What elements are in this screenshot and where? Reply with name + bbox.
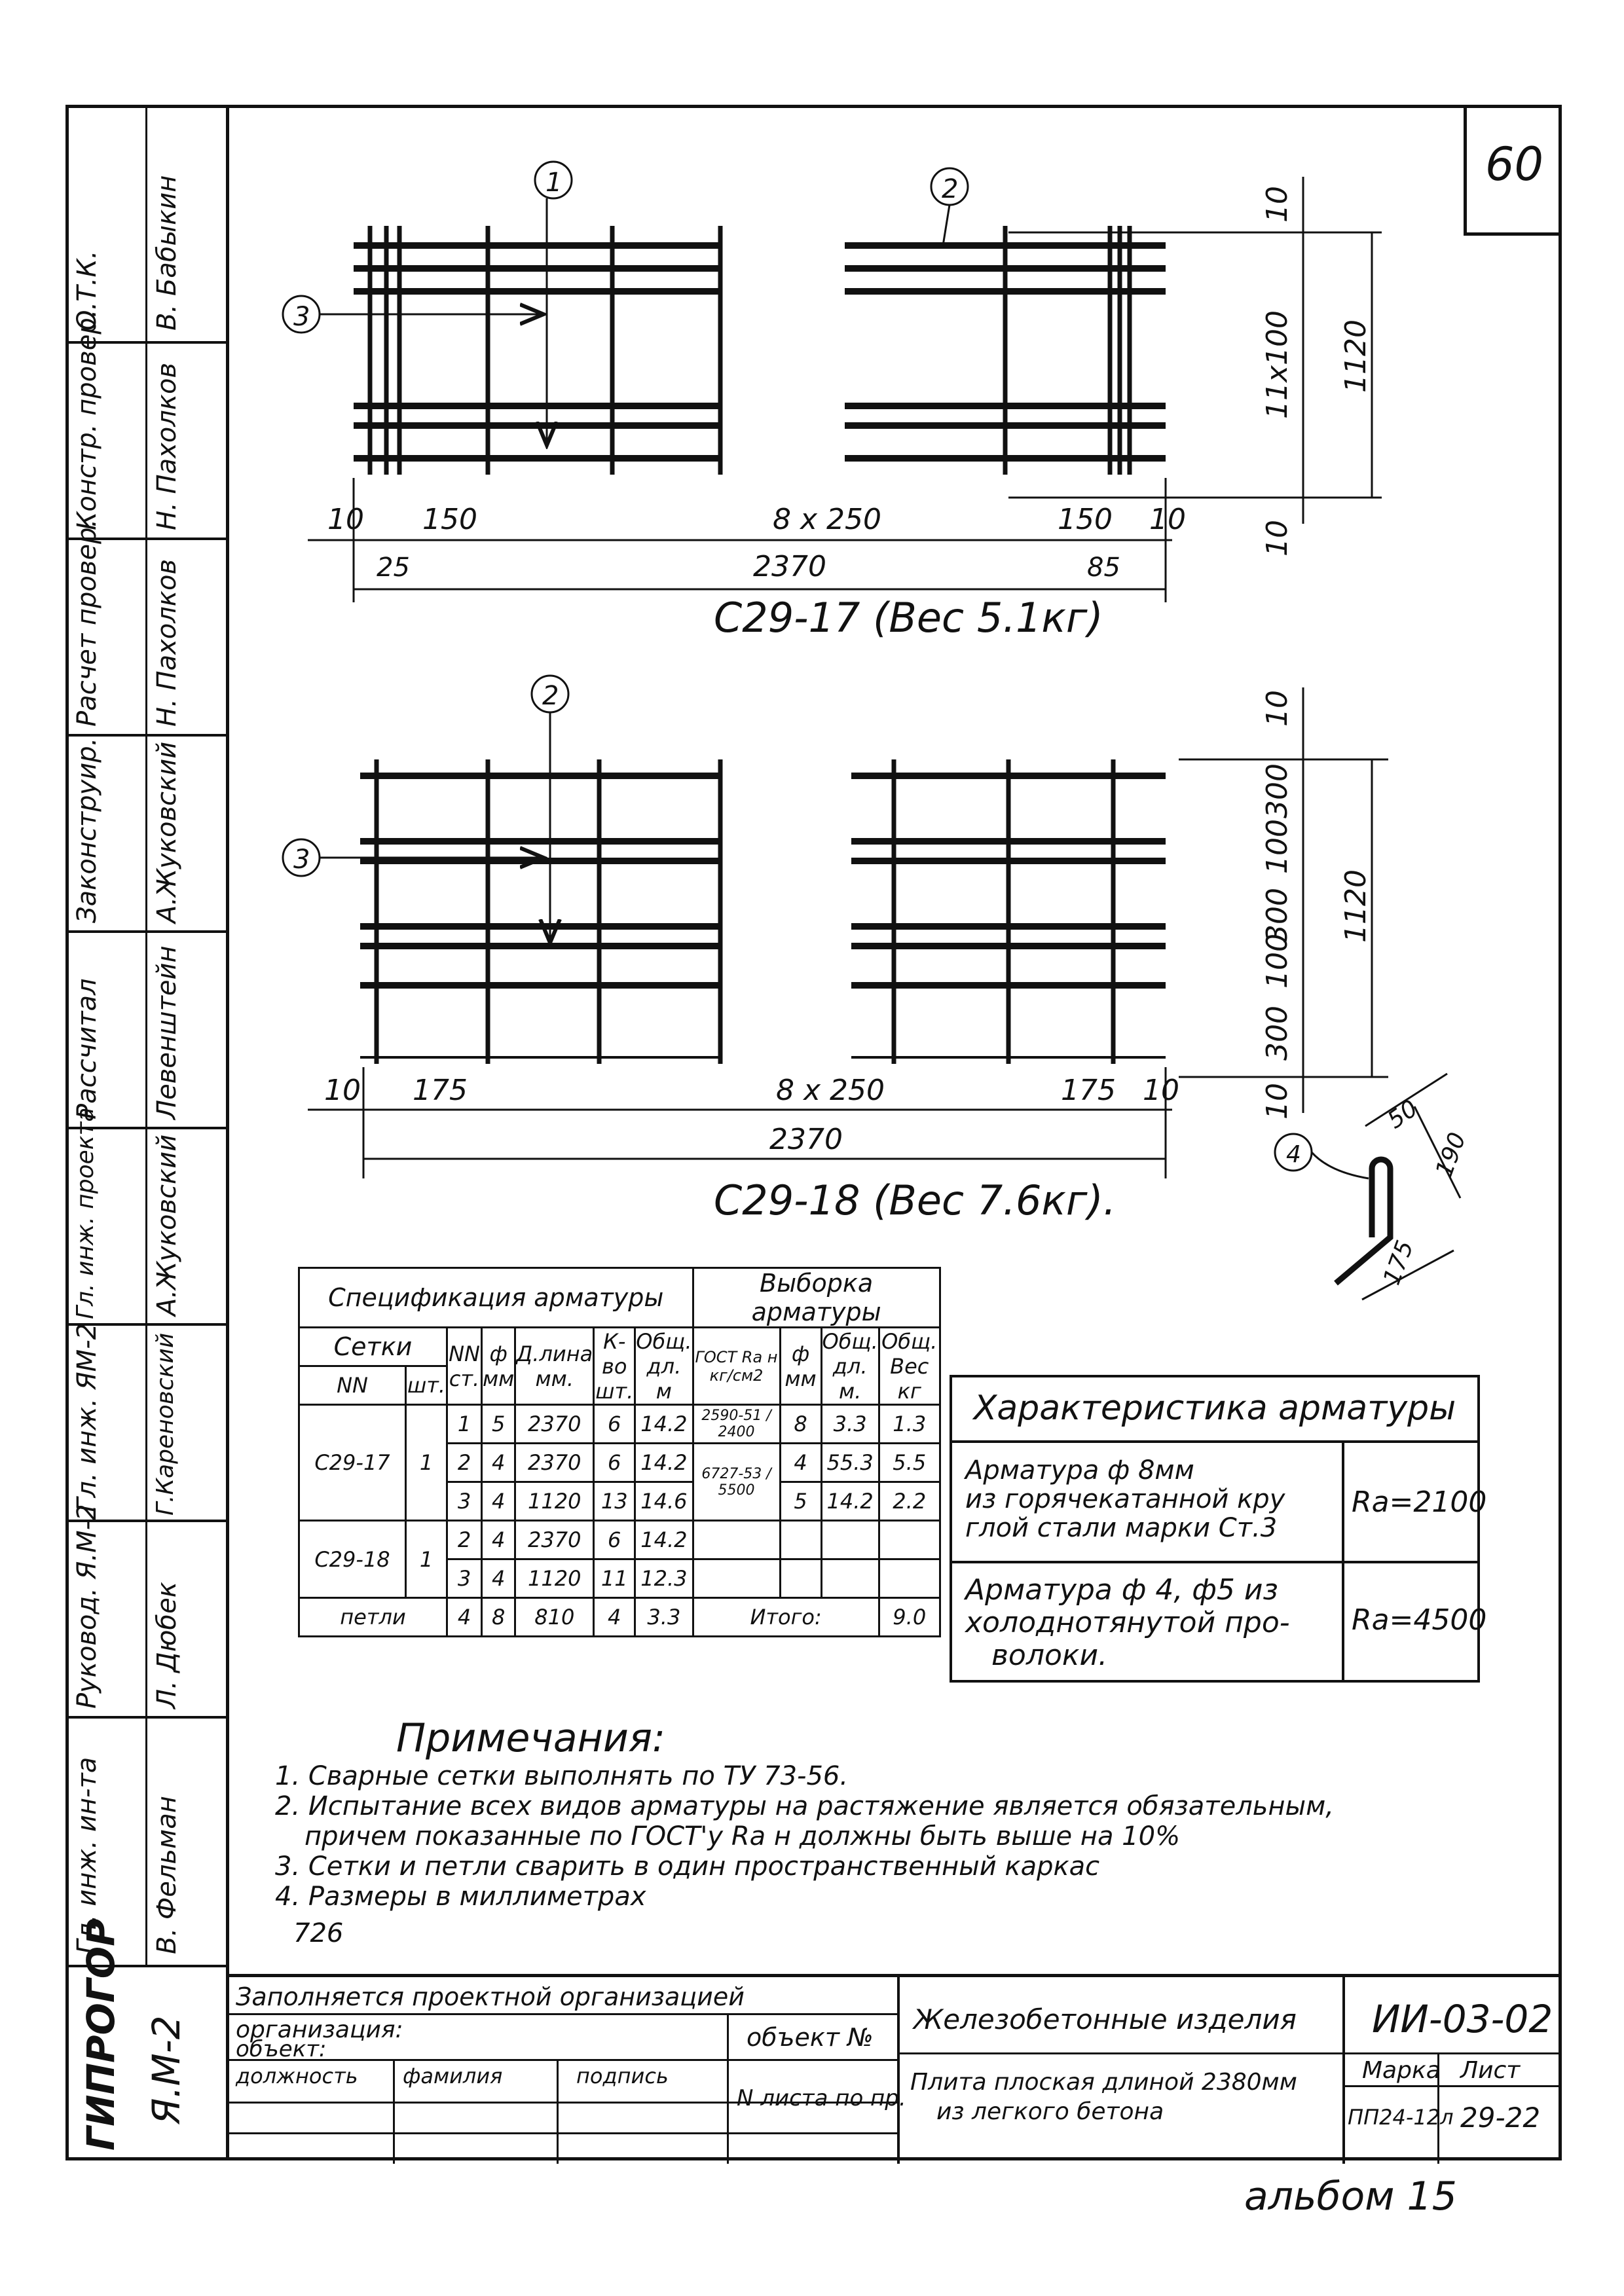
dim-label: 10	[1261, 690, 1294, 727]
callout-text: 2	[942, 174, 959, 204]
dim-label: 10	[1261, 186, 1294, 223]
cell: 5.5	[879, 1444, 940, 1482]
table-row	[299, 1598, 940, 1637]
sheet-no-label: N листа по пр.	[737, 2085, 906, 2111]
description-line: из легкого бетона	[936, 2098, 1164, 2125]
sidebar-name: А.Жуковский	[152, 741, 182, 923]
cell: 6727-53 / 5500	[693, 1444, 780, 1521]
cell: 8	[780, 1405, 821, 1444]
col-header: NN	[299, 1366, 406, 1405]
col-header: ф мм	[482, 1328, 515, 1405]
position-label: должность	[236, 2064, 358, 2088]
mesh-c29-18-callouts	[283, 676, 568, 943]
notes	[275, 1715, 1334, 1912]
dim-label: 1120	[1339, 869, 1373, 943]
text-line: из горячекатанной кру	[965, 1484, 1285, 1514]
text-line: волоки.	[991, 1639, 1108, 1672]
col-header: Общ. Вес кг	[879, 1328, 940, 1405]
cell: 3	[447, 1559, 482, 1598]
sidebar-role: Гл. инж. ЯМ-2	[72, 1322, 102, 1512]
cell: 14.6	[635, 1482, 693, 1521]
note-item: 4. Размеры в миллиметрах	[275, 1882, 646, 1912]
org-dept: Я.М-2	[144, 2015, 189, 2124]
dim-label: 8 x 250	[773, 503, 881, 536]
dim-label: 10	[1261, 520, 1294, 556]
cell: 4	[482, 1482, 515, 1521]
cell: 2	[447, 1521, 482, 1559]
cell: 6	[594, 1444, 635, 1482]
cell: 2590-51 / 2400	[693, 1405, 780, 1444]
text-line: глой стали марки Ст.3	[965, 1513, 1278, 1543]
cell: 8	[482, 1598, 515, 1637]
cell: 2370	[515, 1444, 594, 1482]
cell: 6	[594, 1405, 635, 1444]
note-item: причем показанные по ГОСТ'у Rа н должны быть выше на 10%	[304, 1821, 1181, 1851]
album-label: альбом 15	[1244, 2174, 1457, 2219]
signature-label: подпись	[576, 2064, 669, 2088]
col-header: шт.	[406, 1366, 447, 1405]
text-line: холоднотянутой про-	[965, 1606, 1290, 1639]
cell: 3.3	[635, 1598, 693, 1637]
dim-label: 10	[1261, 1083, 1294, 1120]
mark-label: Марка	[1362, 2057, 1441, 2084]
cell: 2370	[515, 1521, 594, 1559]
callout-text: 3	[293, 845, 310, 875]
sheet-number: 60	[1485, 137, 1544, 191]
dim-label: 11x100	[1261, 310, 1294, 419]
dim-label: 2370	[753, 550, 826, 583]
fill-note: Заполняется проектной организацией	[236, 1982, 745, 2011]
sidebar-role: Законструир.	[72, 737, 102, 923]
sidebar-role: О.Т.К.	[72, 250, 102, 331]
dim-label: 175	[1378, 1237, 1419, 1289]
title-block	[229, 1974, 1562, 2160]
row1-value: Rа=2100	[1352, 1485, 1487, 1519]
mesh1-caption: С29-17 (Вес 5.1кг)	[714, 594, 1103, 642]
cell: 4	[447, 1598, 482, 1637]
sidebar-name: Н. Пахолков	[152, 558, 182, 727]
cell	[879, 1559, 940, 1598]
cell: 4	[482, 1521, 515, 1559]
dim-label: 300	[1261, 763, 1294, 818]
cell	[693, 1559, 780, 1598]
cell: 14.2	[821, 1482, 879, 1521]
cell: 14.2	[635, 1521, 693, 1559]
cell: 3.3	[821, 1405, 879, 1444]
cell: 13	[594, 1482, 635, 1521]
col-header: Общ. дл. м	[636, 1328, 692, 1404]
surname-label: фамилия	[403, 2064, 503, 2088]
cell: 5	[482, 1405, 515, 1444]
spec-title: Спецификация арматуры	[299, 1268, 693, 1328]
dim-label: 175	[413, 1074, 468, 1107]
dim-label: 10	[324, 1074, 361, 1107]
cell: 55.3	[821, 1444, 879, 1482]
cell: 6	[594, 1521, 635, 1559]
characteristics-title: Характеристика арматуры	[952, 1377, 1477, 1443]
dim-label: 300	[1261, 888, 1294, 943]
callout-text: 1	[545, 168, 563, 198]
dim-label: 10	[1149, 503, 1186, 536]
table-row	[299, 1405, 940, 1444]
product-type: Железобетонные изделия	[913, 2003, 1297, 2035]
dim-label: 8 x 250	[776, 1074, 885, 1107]
dim-label: 100	[1261, 934, 1294, 989]
rebar-characteristics	[950, 1375, 1487, 1683]
dim-label: 100	[1261, 819, 1294, 874]
callout-text: 2	[542, 681, 559, 711]
cell: 3	[447, 1482, 482, 1521]
col-header: Д.лина мм.	[515, 1328, 594, 1405]
dim-label: 190	[1430, 1129, 1471, 1181]
mesh-qty: 1	[406, 1405, 447, 1521]
sidebar-role: Рассчитал	[72, 978, 102, 1120]
cell	[879, 1521, 940, 1559]
mesh-c29-18	[360, 759, 1166, 1064]
cell: 1	[447, 1405, 482, 1444]
selection-title: Выборка арматуры	[693, 1268, 940, 1328]
cell: 14.2	[635, 1405, 693, 1444]
dim-label: 1120	[1339, 319, 1373, 393]
cell: 4	[482, 1559, 515, 1598]
cell: 4	[594, 1598, 635, 1637]
spec-table	[298, 1267, 941, 1637]
col-header: Общ. дл. м.	[822, 1328, 878, 1404]
cell: 11	[594, 1559, 635, 1598]
notes-title: Примечания:	[396, 1715, 666, 1761]
col-header: NN ст.	[447, 1328, 482, 1405]
characteristics-row2	[965, 1574, 1290, 1672]
col-header: Сетки	[299, 1328, 447, 1366]
col-header: ГОСТ Rа н кг/см2	[693, 1328, 780, 1405]
cell: 12.3	[635, 1559, 693, 1598]
total-label: Итого:	[693, 1598, 879, 1637]
cell: 2370	[515, 1405, 594, 1444]
org-name: ГИПРОГОР	[79, 1918, 123, 2151]
note-item: 3. Сетки и петли сварить в один пространственный каркас	[275, 1851, 1100, 1882]
loops-label: петли	[299, 1598, 447, 1637]
mesh2-caption: С29-18 (Вес 7.6кг).	[714, 1176, 1116, 1224]
dim-label: 150	[1058, 503, 1113, 536]
callout-text: 3	[293, 302, 310, 332]
text-line: Арматура ф 8мм	[965, 1455, 1194, 1485]
cell: 1120	[515, 1482, 594, 1521]
mesh-name: С29-18	[299, 1521, 406, 1598]
note-item: 1. Сварные сетки выполнять по ТУ 73-56.	[275, 1761, 849, 1791]
sheet-label: Лист	[1460, 2057, 1521, 2084]
note-item: 2. Испытание всех видов арматуры на растяжение является обязательным,	[275, 1791, 1334, 1821]
sidebar-name: В. Бабыкин	[152, 175, 182, 331]
sidebar-role: Расчет провер.	[72, 519, 102, 727]
col-header: ф мм	[780, 1328, 821, 1405]
object-no-label: объект №	[747, 2023, 874, 2052]
dim-label: 300	[1261, 1006, 1294, 1061]
mark-value: ПП24-12л	[1348, 2105, 1454, 2130]
sheet-value: 29-22	[1460, 2102, 1541, 2134]
mesh-qty: 1	[406, 1521, 447, 1598]
sidebar-name: Г.Кареновский	[152, 1332, 179, 1516]
dim-label: 2370	[769, 1123, 843, 1156]
sidebar-name: А.Жуковский	[152, 1134, 182, 1316]
callout-text: 4	[1286, 1141, 1301, 1168]
cell: 14.2	[635, 1444, 693, 1482]
sidebar-role: Констр. провер.	[72, 309, 102, 530]
characteristics-row1	[965, 1456, 1285, 1542]
cell: 2	[447, 1444, 482, 1482]
table-row	[299, 1521, 940, 1559]
cell: 2.2	[879, 1482, 940, 1521]
dim-label: 150	[422, 503, 477, 536]
cell: 4	[780, 1444, 821, 1482]
mesh-name: С29-17	[299, 1405, 406, 1521]
cell: 810	[515, 1598, 594, 1637]
dim-label: 50	[1382, 1095, 1423, 1135]
mesh-c29-17	[354, 226, 1166, 475]
dim-label: 85	[1087, 553, 1120, 583]
dim-label: 25	[377, 553, 410, 583]
cell	[821, 1521, 879, 1559]
cell: 5	[780, 1482, 821, 1521]
sidebar-role: Руковод. Я.М-2	[72, 1504, 102, 1709]
cell	[780, 1559, 821, 1598]
org-label: организация:	[236, 2016, 403, 2043]
series-code: ИИ-03-02	[1372, 1997, 1553, 2041]
cell	[821, 1559, 879, 1598]
total-value: 9.0	[879, 1598, 940, 1637]
sidebar-name: Левенштейн	[152, 945, 182, 1120]
cell	[780, 1521, 821, 1559]
sidebar-name: Н. Пахолков	[152, 362, 182, 530]
description-line: Плита плоская длиной 2380мм	[910, 2069, 1297, 2096]
sidebar-role: Гл. инж. проекта	[72, 1107, 99, 1319]
sidebar-name: В. Фельман	[152, 1796, 182, 1954]
row2-value: Rа=4500	[1352, 1603, 1487, 1637]
cell	[693, 1521, 780, 1559]
dim-label: 10	[327, 503, 364, 536]
text-line: Арматура ф 4, ф5 из	[965, 1573, 1278, 1607]
page-mark: 726	[293, 1918, 344, 1948]
cell: 1120	[515, 1559, 594, 1598]
mesh-c29-17-dims	[308, 177, 1382, 602]
dim-label: 10	[1143, 1074, 1179, 1107]
object-label: объект:	[236, 2036, 327, 2062]
cell: 4	[482, 1444, 515, 1482]
sidebar-name: Л. Дюбек	[152, 1582, 182, 1709]
dim-label: 175	[1061, 1074, 1116, 1107]
cell: 1.3	[879, 1405, 940, 1444]
col-header: К-во шт.	[594, 1328, 635, 1405]
sidebar-role: Гл. инж. ин-та	[72, 1757, 102, 1954]
